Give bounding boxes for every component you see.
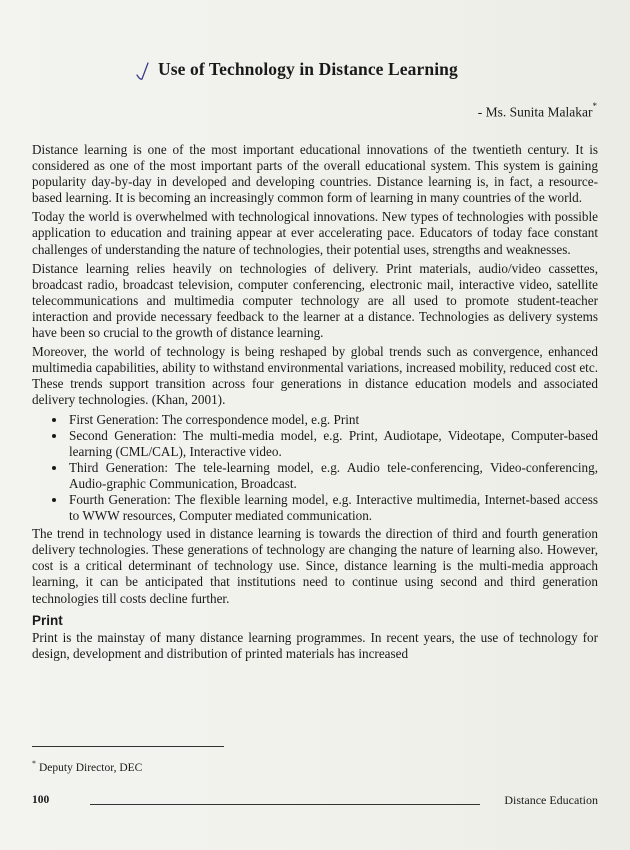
paragraph-generation-trend: The trend in technology used in distance learning is towards the direction of third and fourth generation delivery technologies. These generations of technology are changing the nature of learning also. However, cost is a critical determinant of technology use. Since, distance learning is the multi-media approach learning, it can be anticipated that institutions need to continue using second and third generation technologies till costs decline further. [32, 526, 598, 606]
author-byline [478, 103, 597, 121]
author-footnote-mark: * [592, 101, 597, 111]
list-item: • First Generation: The correspondence model, e.g. Print [67, 412, 598, 428]
footnote [32, 759, 142, 774]
page-footer [32, 792, 598, 812]
list-item: • Third Generation: The tele-learning model, e.g. Audio tele-conferencing, Video-conferencing, Audio-graphic Communication, Broadcast. [67, 460, 598, 492]
author-name: - Ms. Sunita Malakar [477, 104, 593, 120]
list-item: • Fourth Generation: The flexible learning model, e.g. Interactive multimedia, Internet-based access to WWW resources, Computer mediated communication. [67, 492, 598, 524]
footnote-mark: * [32, 759, 36, 768]
paragraph-intro: Distance learning is one of the most important educational innovations of the twentieth century. It is considered as one of the most important parts of the overall educational system. This system is gaining popularity day-by-day in developed and developing countries. Distance learning is, in fact, a resource-based learning. It is becoming an increasingly common form of learning in many countries of the world. [32, 142, 598, 206]
footnote-divider [32, 746, 224, 747]
paragraph-trends: Moreover, the world of technology is being reshaped by global trends such as convergence, enhanced multimedia capabilities, ability to withstand environmental variations, increased mobility, reduced cost etc. These trends support transition across four generations in distance education models and associated delivery technologies. (Khan, 2001). [32, 344, 598, 408]
article-title: Use of Technology in Distance Learning [158, 59, 458, 79]
page-number: 100 [32, 794, 50, 806]
footnote-text: Deputy Director, DEC [39, 761, 143, 774]
journal-name: Distance Education [504, 793, 598, 807]
handwritten-tick-mark [135, 60, 151, 82]
paragraph-print: Print is the mainstay of many distance learning programmes. In recent years, the use of technology for design, development and distribution of printed materials has increased [32, 629, 598, 661]
paragraph-innovations: Today the world is overwhelmed with technological innovations. New types of technologies with possible application to education and training appear at ever accelerating pace. Educators of today face constant challenges of understanding the nature of technologies, their potential uses, strengths and weaknesses. [32, 209, 598, 257]
section-heading-print: Print [32, 612, 63, 628]
list-item: • Second Generation: The multi-media model, e.g. Print, Audiotape, Videotape, Computer-based learning (CML/CAL), Interactive video. [67, 428, 598, 460]
article-body [32, 142, 598, 665]
footer-rule [90, 804, 480, 805]
paragraph-delivery: Distance learning relies heavily on technologies of delivery. Print materials, audio/video cassettes, broadcast radio, broadcast television, computer conferencing, electronic mail, interactive video, satellite telecommunications and multimedia computer technology are all used to promote student-teacher interaction and provide necessary feedback to the learner at a distance. Technologies as delivery systems have been so crucial to the growth of distance learning. [32, 260, 598, 341]
generations-list [32, 412, 598, 525]
